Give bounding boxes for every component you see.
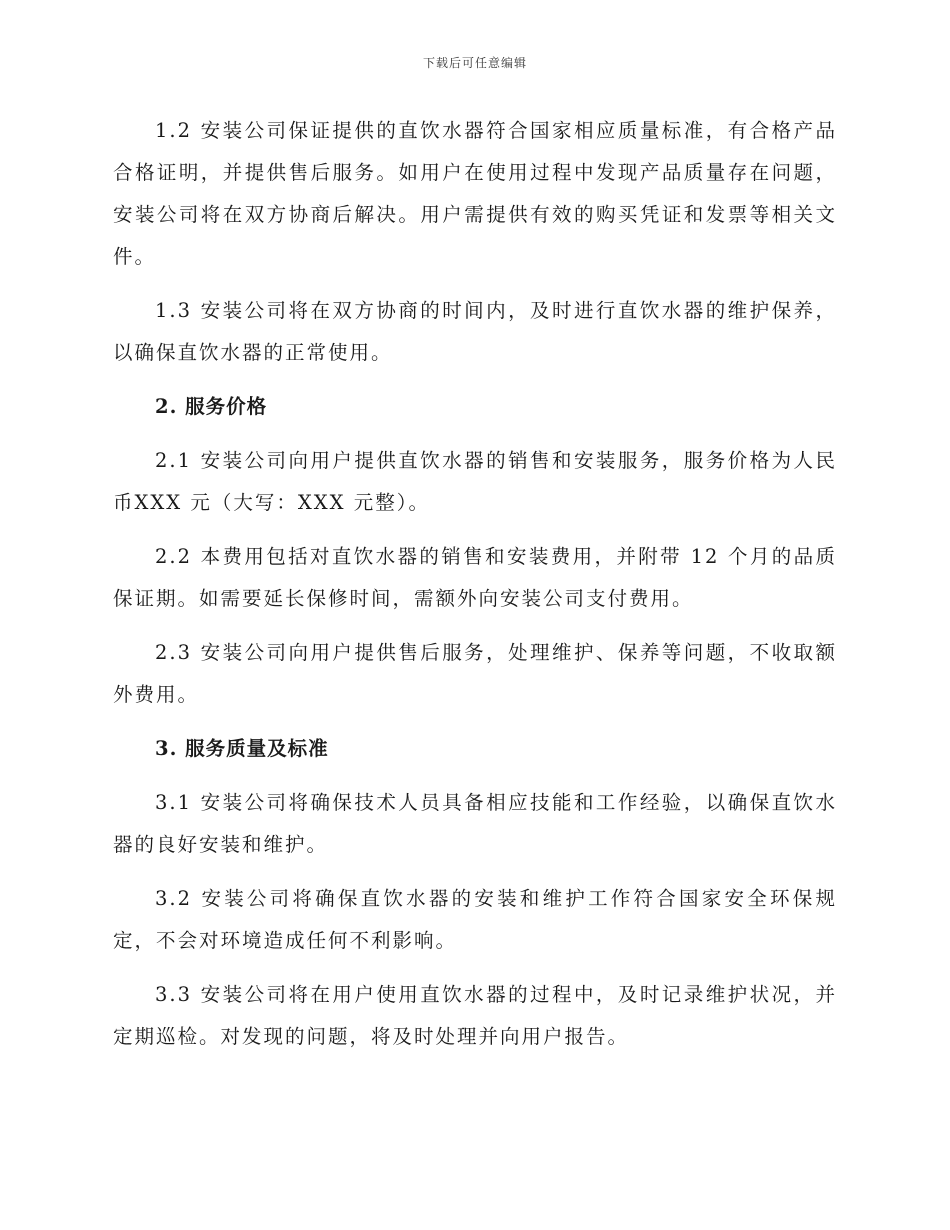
- clause-1-2: 1.2 安装公司保证提供的直饮水器符合国家相应质量标准，有合格产品合格证明，并提供售后服务。如用户在使用过程中发现产品质量存在问题，安装公司将在双方协商后解决。用户需提供有效的购买凭证和发票等相关文件。: [113, 119, 837, 268]
- clause-3-3: 3.3 安装公司将在用户使用直饮水器的过程中，及时记录维护状况，并定期巡检。对发现的问题，将及时处理并向用户报告。: [113, 983, 837, 1048]
- section-heading-2: 2. 服务价格: [155, 395, 268, 418]
- clause-2-3: 2.3 安装公司向用户提供售后服务，处理维护、保养等问题，不收取额外费用。: [113, 641, 837, 706]
- document-body: [113, 110, 837, 1070]
- section-heading-3: 3. 服务质量及标准: [155, 737, 329, 760]
- clause-3-2: 3.2 安装公司将确保直饮水器的安装和维护工作符合国家安全环保规定，不会对环境造成任何不利影响。: [113, 887, 837, 952]
- clause-1-3: 1.3 安装公司将在双方协商的时间内，及时进行直饮水器的维护保养，以确保直饮水器的正常使用。: [113, 299, 837, 364]
- clause-2-2: 2.2 本费用包括对直饮水器的销售和安装费用，并附带 12 个月的品质保证期。如需要延长保修时间，需额外向安装公司支付费用。: [113, 545, 837, 610]
- page-header: 下载后可任意编辑: [422, 56, 527, 70]
- clause-3-1: 3.1 安装公司将确保技术人员具备相应技能和工作经验，以确保直饮水器的良好安装和维护。: [113, 791, 837, 856]
- clause-2-1: 2.1 安装公司向用户提供直饮水器的销售和安装服务，服务价格为人民币XXX 元（大写：XXX 元整）。: [113, 449, 837, 514]
